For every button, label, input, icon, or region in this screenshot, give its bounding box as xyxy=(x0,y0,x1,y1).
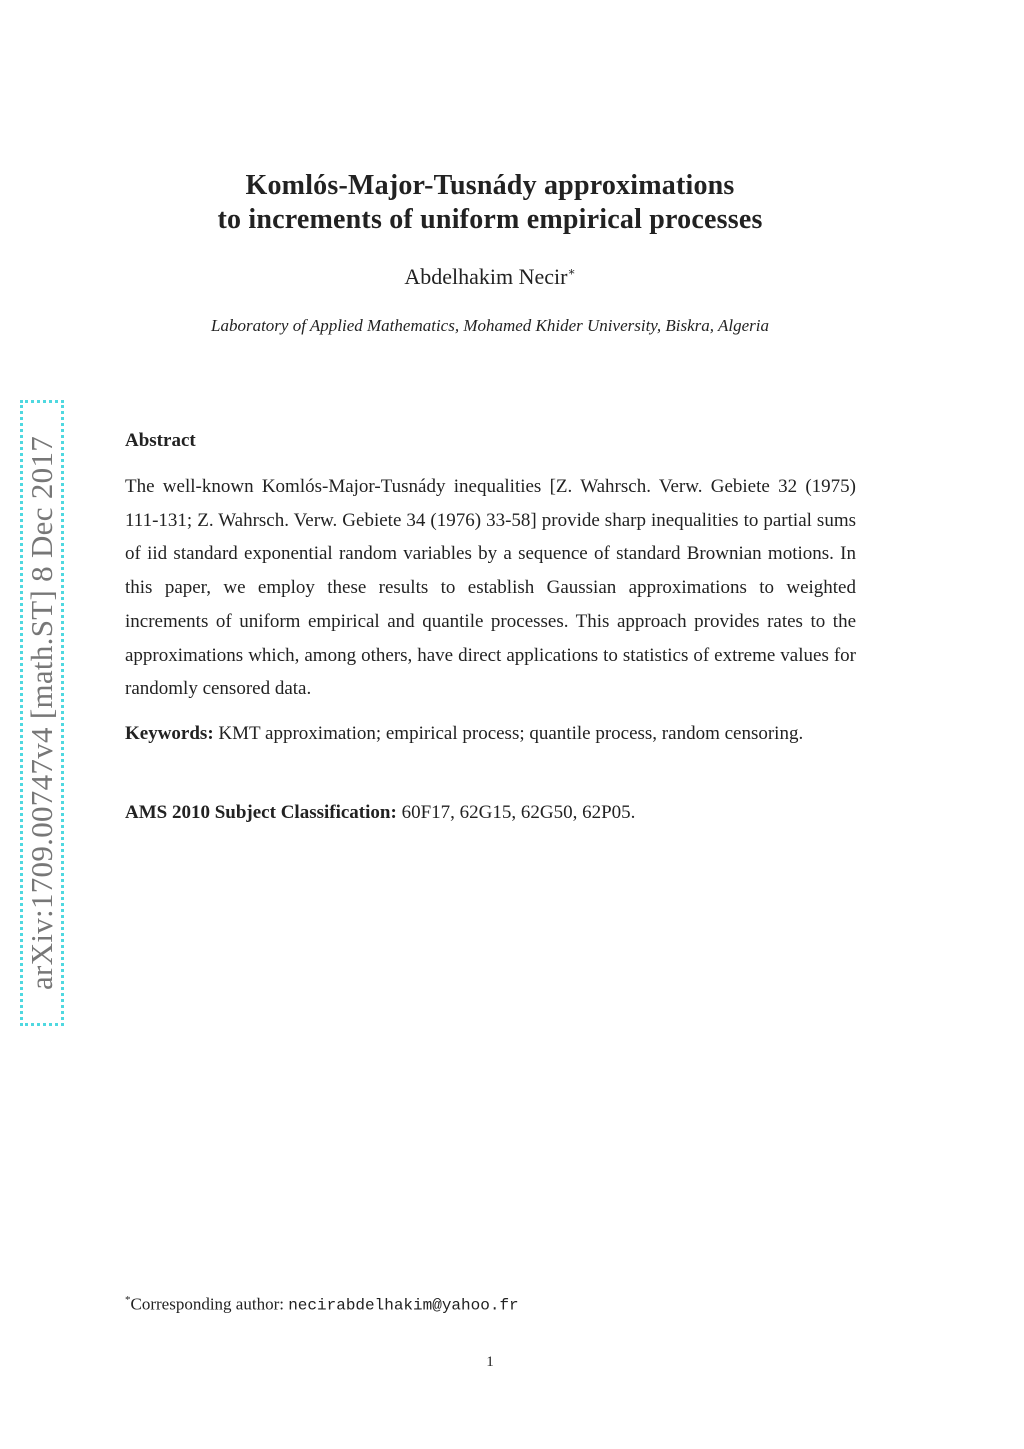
author-email: necirabdelhakim@yahoo.fr xyxy=(288,1296,519,1315)
footnote-mark: * xyxy=(125,1294,131,1306)
page-number: 1 xyxy=(486,1354,494,1370)
footnote-label: Corresponding author: xyxy=(130,1294,284,1314)
author xyxy=(0,264,980,290)
keywords-text: KMT approximation; empirical process; quantile process, random censoring. xyxy=(218,723,804,744)
ams-label: AMS 2010 Subject Classification: xyxy=(125,802,397,823)
arxiv-stamp: arXiv:1709.00747v4 [math.ST] 8 Dec 2017 xyxy=(24,435,59,991)
ams-codes: 60F17, 62G15, 62G50, 62P05. xyxy=(401,802,636,823)
ams-classification xyxy=(125,796,856,830)
affiliation: Laboratory of Applied Mathematics, Mohamed Khider University, Biskra, Algeria xyxy=(211,316,769,335)
keywords xyxy=(125,717,856,751)
keywords-label: Keywords: xyxy=(125,723,214,744)
footnote xyxy=(125,1294,519,1315)
paper-title-line-2: to increments of uniform empirical processes xyxy=(217,204,763,235)
author-footnote-mark: ∗ xyxy=(567,264,576,279)
paper-title-line-1: Komlós-Major-Tusnády approximations xyxy=(245,170,735,201)
author-name: Abdelhakim Necir xyxy=(404,264,568,289)
abstract-text: The well-known Komlós-Major-Tusnády inequalities [Z. Wahrsch. Verw. Gebiete 32 (1975) 111-131; Z. Wahrsch. Verw. Gebiete 34 (1976) 33-58] provide sharp inequalities to partial sums of iid standard exponential random variables by a sequence of standard Brownian motions. In this paper, we employ these results to establish Gaussian approximations to weighted increments of uniform empirical and quantile processes. This approach provides rates to the approximations which, among others, have direct applications to statistics of extreme values for randomly censored data. xyxy=(125,476,856,700)
abstract-heading: Abstract xyxy=(125,430,196,451)
